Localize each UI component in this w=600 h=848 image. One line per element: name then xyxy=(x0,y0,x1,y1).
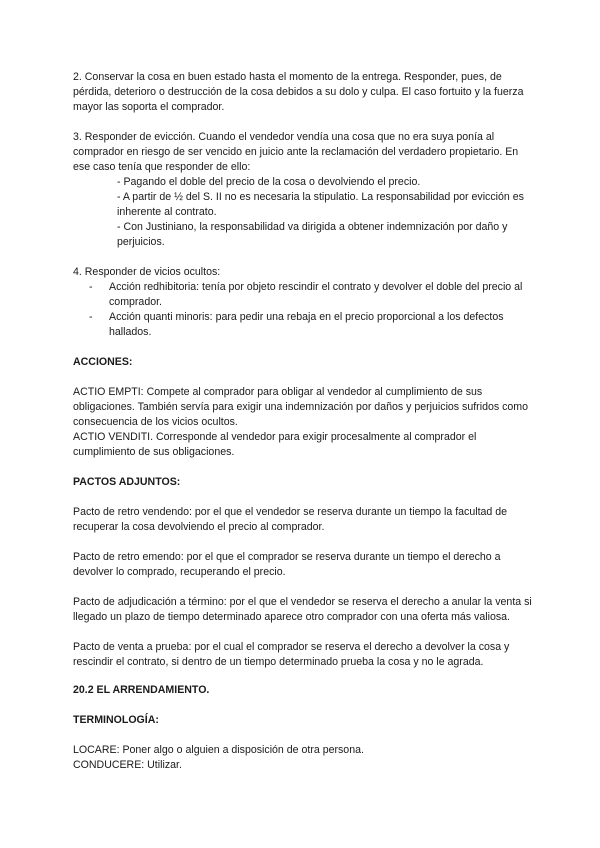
paragraph-actio-empti: ACTIO EMPTI: Compete al comprador para obligar al vendedor al cumplimiento de sus obligaciones. También servía para exigir una indemnización por daños y perjuicios sufridos como consecuencia de los vicios ocultos. xyxy=(73,386,528,428)
eviccion-list xyxy=(73,175,533,250)
paragraph-conducere: CONDUCERE: Utilizar. xyxy=(73,759,182,771)
document-page xyxy=(73,70,533,773)
heading-arrendamiento: 20.2 EL ARRENDAMIENTO. xyxy=(73,684,210,696)
paragraph-pacto: Pacto de adjudicación a término: por el que el vendedor se reserva el derecho a anular la venta si llegado un plazo de tiempo determinado aparece otro comprador con una oferta más valiosa. xyxy=(73,596,532,623)
paragraph-conservar: 2. Conservar la cosa en buen estado hasta el momento de la entrega. Responder, pues, de pérdida, deterioro o destrucción de la cosa debidos a su dolo y culpa. El caso fortuito y la fuerza mayor las soporta el comprador. xyxy=(73,71,524,113)
list-item: - Pagando el doble del precio de la cosa o devolviendo el precio. xyxy=(117,176,421,188)
list-item: - Acción quanti minoris: para pedir una rebaja en el precio proporcional a los defectos hallados. xyxy=(89,311,504,338)
paragraph-vicios: 4. Responder de vicios ocultos: xyxy=(73,266,221,278)
vicios-list xyxy=(73,280,533,340)
paragraph-pacto: Pacto de retro vendendo: por el que el vendedor se reserva durante un tiempo la facultad de recuperar la cosa devolviendo el precio al comprador. xyxy=(73,506,508,533)
paragraph-eviccion: 3. Responder de evicción. Cuando el vendedor vendía una cosa que no era suya ponía al comprador en riesgo de ser vencido en juicio ante la reclamación del verdadero propietario. En ese caso tenía que responder de ello: xyxy=(73,131,519,173)
paragraph-actio-venditi: ACTIO VENDITI. Corresponde al vendedor para exigir procesalmente al comprador el cumplimiento de sus obligaciones. xyxy=(73,431,477,458)
list-item: - A partir de ½ del S. II no es necesaria la stipulatio. La responsabilidad por evicción es inherente al contrato. xyxy=(117,191,524,218)
paragraph-locare: LOCARE: Poner algo o alguien a disposición de otra persona. xyxy=(73,744,364,756)
paragraph-pacto: Pacto de retro emendo: por el que el comprador se reserva durante un tiempo el derecho a devolver lo comprado, recuperando el precio. xyxy=(73,551,501,578)
heading-terminologia: TERMINOLOGÍA: xyxy=(73,714,159,726)
list-item: - Acción redhibitoria: tenía por objeto rescindir el contrato y devolver el doble del precio al comprador. xyxy=(89,281,523,308)
list-item: - Con Justiniano, la responsabilidad va dirigida a obtener indemnización por daño y perjuicios. xyxy=(117,221,508,248)
heading-pactos: PACTOS ADJUNTOS: xyxy=(73,476,181,488)
heading-acciones: ACCIONES: xyxy=(73,356,133,368)
paragraph-pacto: Pacto de venta a prueba: por el cual el comprador se reserva el derecho a devolver la cosa y rescindir el contrato, si dentro de un tiempo determinado prueba la cosa y no le agrada. xyxy=(73,641,510,668)
